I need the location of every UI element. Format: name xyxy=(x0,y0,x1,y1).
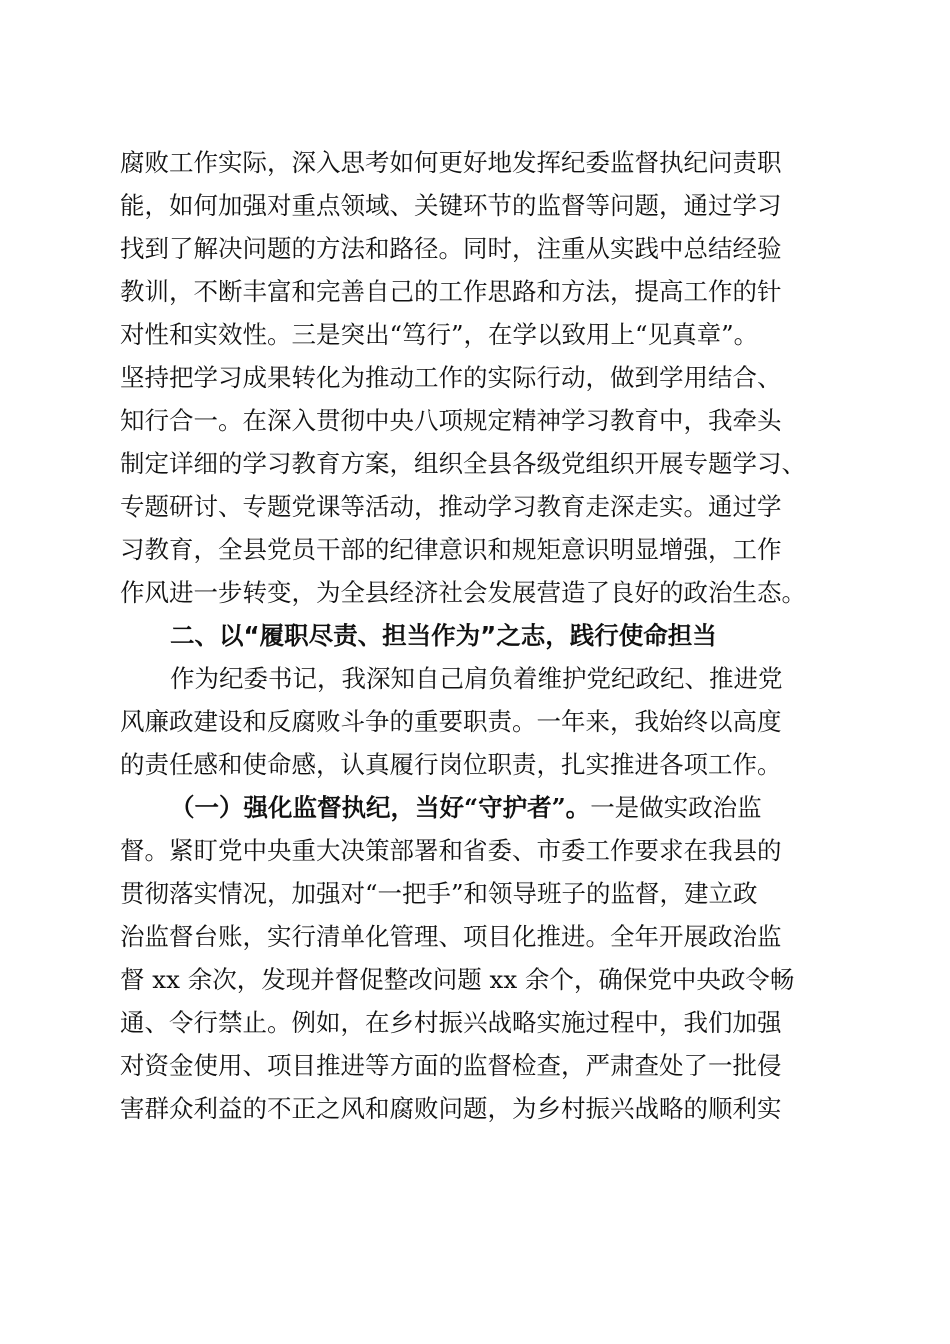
body-text-line: 贯彻落实情况，加强对“一把手”和领导班子的监督，建立政 xyxy=(120,879,758,908)
body-text-line: 对性和实效性。三是突出“笃行”，在学以致用上“见真章”。 xyxy=(120,320,759,349)
body-text-line: 制定详细的学习教育方案，组织全县各级党组织开展专题学习、 xyxy=(120,449,806,478)
body-text-line: 知行合一。在深入贯彻中央八项规定精神学习教育中，我牵头 xyxy=(120,406,782,435)
body-text-line: 的责任感和使命感，认真履行岗位职责，扎实推进各项工作。 xyxy=(120,750,782,779)
body-text-line: 通、令行禁止。例如，在乡村振兴战略实施过程中，我们加强 xyxy=(120,1008,782,1037)
body-text-line: 习教育，全县党员干部的纪律意识和规矩意识明显增强，工作 xyxy=(120,535,782,564)
body-text-line: 督 xx 余次，发现并督促整改问题 xx 余个，确保党中央政令畅 xyxy=(120,965,795,994)
body-text-line: 害群众利益的不正之风和腐败问题，为乡村振兴战略的顺利实 xyxy=(120,1094,782,1123)
body-text-line: 风廉政建设和反腐败斗争的重要职责。一年来，我始终以高度 xyxy=(120,707,782,736)
body-text-line: 作为纪委书记，我深知自己肩负着维护党纪政纪、推进党 xyxy=(170,664,783,693)
section-heading: 二、以“履职尽责、担当作为”之志，践行使命担当 xyxy=(170,621,717,650)
subsection-heading: （一）强化监督执纪，当好“守护者”。 xyxy=(170,793,591,822)
body-text-line: 专题研讨、专题党课等活动，推动学习教育走深走实。通过学 xyxy=(120,492,782,521)
body-text-line: 治监督台账，实行清单化管理、项目化推进。全年开展政治监 xyxy=(120,922,782,951)
body-text-line: 坚持把学习成果转化为推动工作的实际行动，做到学用结合、 xyxy=(120,363,782,392)
subsection-text: 一是做实政治监 xyxy=(590,793,762,822)
body-text-line: 教训，不断丰富和完善自己的工作思路和方法，提高工作的针 xyxy=(120,277,782,306)
body-text-line: 能，如何加强对重点领域、关键环节的监督等问题，通过学习 xyxy=(120,191,782,220)
body-text-line: 督。紧盯党中央重大决策部署和省委、市委工作要求在我县的 xyxy=(120,836,782,865)
subsection-line xyxy=(170,786,762,830)
body-text-line: 作风进一步转变，为全县经济社会发展营造了良好的政治生态。 xyxy=(120,578,806,607)
body-text-line: 对资金使用、项目推进等方面的监督检查，严肃查处了一批侵 xyxy=(120,1051,782,1080)
body-text-line: 找到了解决问题的方法和路径。同时，注重从实践中总结经验 xyxy=(120,234,782,263)
body-text-line: 腐败工作实际，深入思考如何更好地发挥纪委监督执纪问责职 xyxy=(120,148,782,177)
